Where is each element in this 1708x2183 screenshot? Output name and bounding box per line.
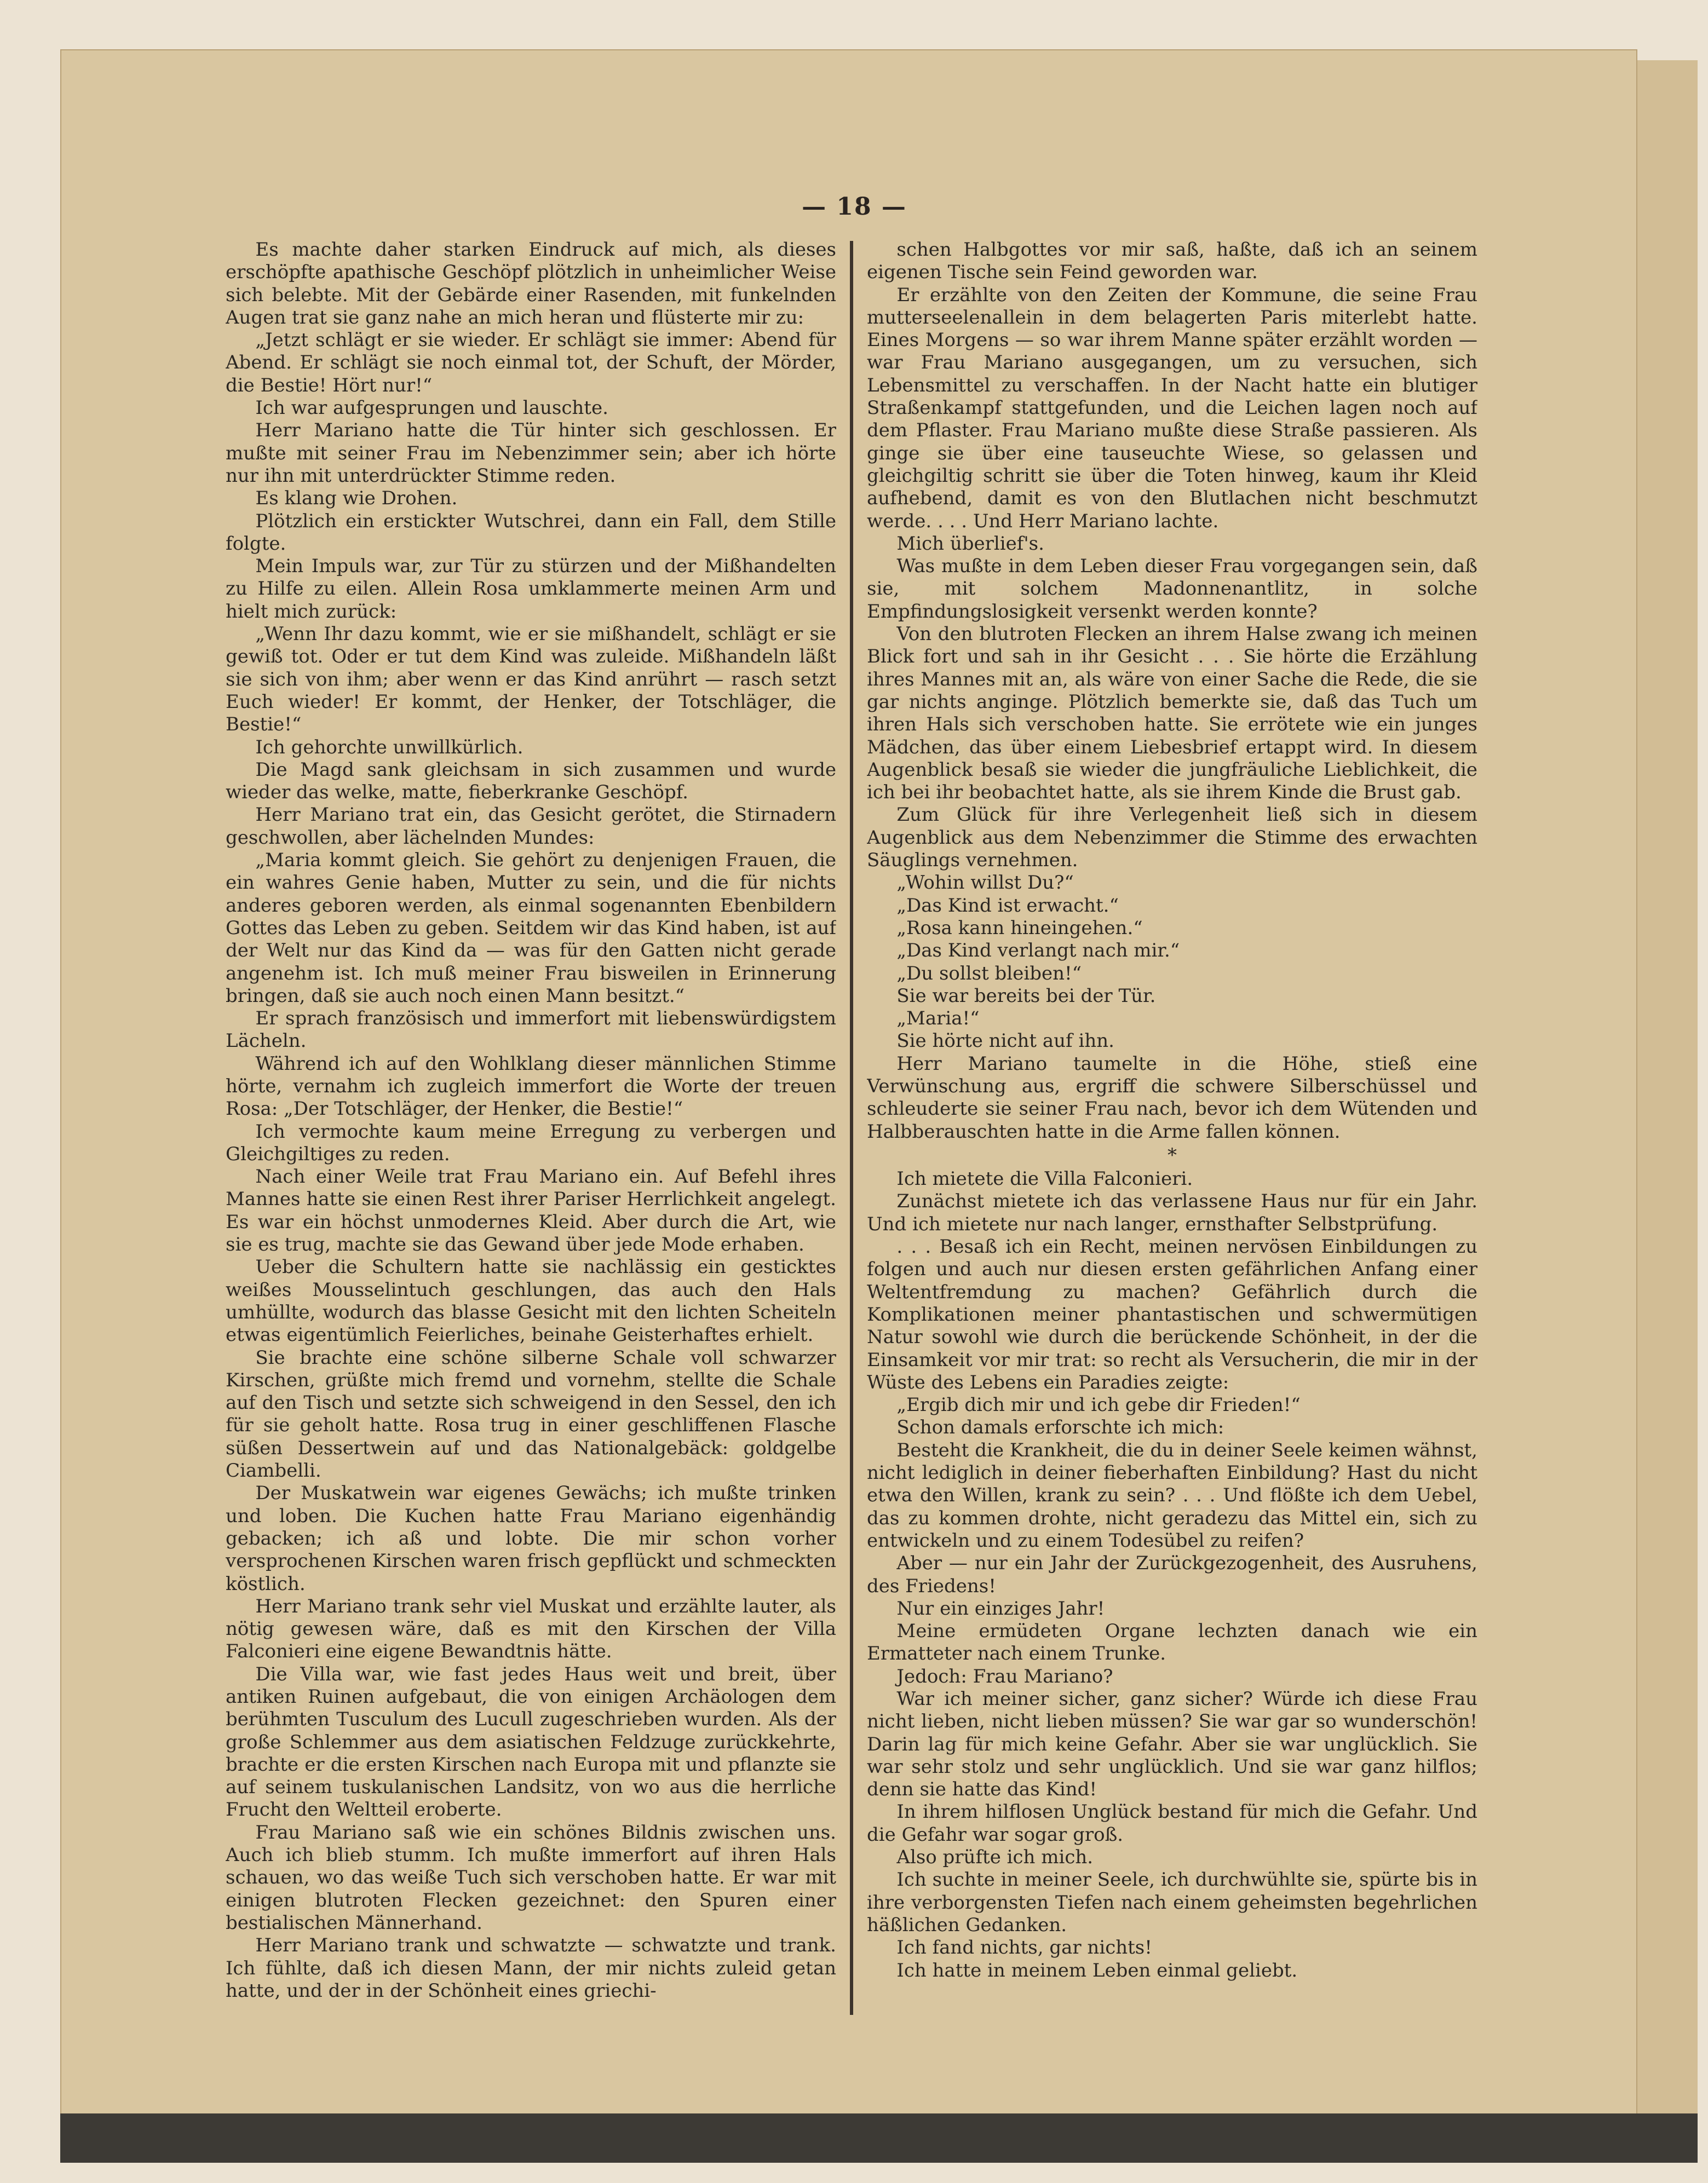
right-column-paragraph: Ich hatte in meinem Leben einmal geliebt. — [896, 1959, 1298, 1982]
left-column-paragraph: Herr Mariano trank sehr viel Muskat und erzählte lauter, als nötig gewesen wäre, daß es mit den Kirschen der Villa Falconieri eine eigene Bewandtnis hätte. — [226, 1595, 836, 1663]
right-column-paragraph: Zunächst mietete ich das verlassene Haus nur für ein Jahr. Und ich mietete nur nach langer, ernsthafter Selbstprüfung. — [867, 1190, 1477, 1235]
left-column-paragraph: Ich war aufgesprungen und lauschte. — [255, 397, 608, 419]
right-column-paragraph: Mich überlief's. — [896, 532, 1044, 555]
right-column-paragraph: „Wohin willst Du?“ — [896, 872, 1074, 894]
right-column-paragraph: Er erzählte von den Zeiten der Kommune, die seine Frau mutterseelenallein in dem belagerten Paris miterlebt hatte. Eines Morgens — so war ihrem Manne später erzählt worden — war Frau Mariano ausgegangen, um zu versuchen, sich Lebensmittel zu verschaffen. In der Nacht hatte ein blutiger Straßenkampf stattgefunden, und die Leichen lagen noch auf dem Pflaster. Frau Mariano mußte diese Straße passieren. Als ginge sie über eine tauseuchte Wiese, so gelassen und gleichgiltig schritt sie über die Toten hinweg, kaum ihr Kleid aufhebend, damit es von den Blutlachen nicht beschmutzt werde. . . . Und Herr Mariano lachte. — [867, 284, 1477, 532]
right-column-paragraph: Ich mietete die Villa Falconieri. — [896, 1168, 1193, 1190]
left-column-paragraph: Es machte daher starken Eindruck auf mich, als dieses erschöpfte apathische Geschöpf plötzlich in unheimlicher Weise sich belebte. Mit der Gebärde einer Rasenden, mit funkelnden Augen trat sie ganz nahe an mich heran und flüsterte mir zu: — [226, 239, 836, 329]
left-column-paragraph: „Wenn Ihr dazu kommt, wie er sie mißhandelt, schlägt er sie gewiß tot. Oder er tut dem Kind was zuleide. Mißhandeln läßt sie sich von ihm; aber wenn er das Kind anrührt — rasch setzt Euch wieder! Er kommt, der Henker, der Totschläger, die Bestie!“ — [226, 623, 836, 736]
left-column-paragraph: Ich gehorchte unwillkürlich. — [255, 736, 524, 758]
right-column-paragraph: Nur ein einziges Jahr! — [896, 1597, 1105, 1620]
right-column-paragraph: War ich meiner sicher, ganz sicher? Würde ich diese Frau nicht lieben, nicht lieben müssen? Sie war gar so wunderschön! Darin lag für mich keine Gefahr. Aber sie war unglücklich. Sie war sehr stolz und sehr unglücklich. Und sie war ganz hilflos; denn sie hatte das Kind! — [867, 1688, 1477, 1801]
right-column-paragraph: „Du sollst bleiben!“ — [896, 962, 1082, 984]
right-column-paragraph: Zum Glück für ihre Verlegenheit ließ sich in diesem Augenblick aus dem Nebenzimmer die Stimme des erwachten Säuglings vernehmen. — [867, 804, 1477, 872]
right-column-paragraph: Meine ermüdeten Organe lechzten danach wie ein Ermatteter nach einem Trunke. — [867, 1620, 1477, 1665]
right-column-paragraph: Aber — nur ein Jahr der Zurückgezogenheit, des Ausruhens, des Friedens! — [867, 1552, 1477, 1597]
left-column-paragraph: Herr Mariano trank und schwatzte — schwatzte und trank. Ich fühlte, daß ich diesen Mann, der mir nichts zuleid getan hatte, und der in der Schönheit eines griechi- — [226, 1934, 836, 2002]
right-text-column — [867, 239, 1477, 2018]
right-column-paragraph: „Ergib dich mir und ich gebe dir Frieden!“ — [896, 1394, 1301, 1416]
right-column-paragraph: „Das Kind ist erwacht.“ — [896, 894, 1119, 917]
left-column-paragraph: Frau Mariano saß wie ein schönes Bildnis zwischen uns. Auch ich blieb stumm. Ich mußte immerfort auf ihren Hals schauen, wo das weiße Tuch sich verschoben hatte. Er war mit einigen blutroten Flecken gezeichnet: den Spuren einer bestialischen Männerhand. — [226, 1821, 836, 1934]
left-column-paragraph: „Maria kommt gleich. Sie gehört zu denjenigen Frauen, die ein wahres Genie haben, Mutter zu sein, und die für nichts anderes geboren werden, als einmal sogenannten Ebenbildern Gottes das Leben zu geben. Seitdem wir das Kind haben, ist auf der Welt nur das Kind da — was für den Gatten nicht gerade angenehm ist. Ich muß meiner Frau bisweilen in Erinnerung bringen, daß sie auch noch einen Mann besitzt.“ — [226, 849, 836, 1007]
left-column-paragraph: Er sprach französisch und immerfort mit liebenswürdigstem Lächeln. — [226, 1007, 836, 1052]
left-text-column — [226, 239, 836, 2018]
right-column-paragraph: Sie hörte nicht auf ihn. — [896, 1030, 1114, 1052]
left-column-paragraph: Nach einer Weile trat Frau Mariano ein. Auf Befehl ihres Mannes hatte sie einen Rest ihrer Pariser Herrlichkeit angelegt. Es war ein höchst unmodernes Kleid. Aber durch die Art, wie sie es trug, machte sie das Gewand über jede Mode erhaben. — [226, 1166, 836, 1256]
right-column-paragraph: schen Halbgottes vor mir saß, haßte, daß ich an seinem eigenen Tische sein Feind geworden war. — [867, 239, 1477, 284]
right-column-paragraph: Was mußte in dem Leben dieser Frau vorgegangen sein, daß sie, mit solchem Madonnenantlitz, in solche Empfindungslosigkeit versenkt werden konnte? — [867, 555, 1477, 623]
right-column-part-one — [867, 239, 1477, 1143]
right-column-paragraph: Ich fand nichts, gar nichts! — [896, 1937, 1152, 1959]
left-column-paragraph: Die Magd sank gleichsam in sich zusammen und wurde wieder das welke, matte, fieberkranke Geschöpf. — [226, 758, 836, 804]
left-column-paragraph: Herr Mariano trat ein, das Gesicht gerötet, die Stirnadern geschwollen, aber lächelnden Mundes: — [226, 804, 836, 849]
next-page-edge — [1637, 60, 1698, 2157]
section-separator: * — [1168, 1144, 1177, 1166]
right-column-paragraph: Herr Mariano taumelte in die Höhe, stieß eine Verwünschung aus, ergriff die schwere Silberschüssel und schleuderte sie seiner Frau nach, bevor ich dem Wütenden und Halbberauschten hatte in die Arme fallen können. — [867, 1052, 1477, 1143]
left-column-paragraph: Der Muskatwein war eigenes Gewächs; ich mußte trinken und loben. Die Kuchen hatte Frau Mariano eigenhändig gebacken; ich aß und lobte. Die mir schon vorher versprochenen Kirschen waren frisch gepflückt und schmeckten köstlich. — [226, 1482, 836, 1595]
left-column-paragraph: Mein Impuls war, zur Tür zu stürzen und der Mißhandelten zu Hilfe zu eilen. Allein Rosa umklammerte meinen Arm und hielt mich zurück: — [226, 555, 836, 623]
left-column-paragraph: Während ich auf den Wohlklang dieser männlichen Stimme hörte, vernahm ich zugleich immerfort die Worte der treuen Rosa: „Der Totschläger, der Henker, die Bestie!“ — [226, 1052, 836, 1120]
left-column-paragraph: Ich vermochte kaum meine Erregung zu verbergen und Gleichgiltiges zu reden. — [226, 1120, 836, 1165]
right-column-paragraph: In ihrem hilflosen Unglück bestand für mich die Gefahr. Und die Gefahr war sogar groß. — [867, 1801, 1477, 1846]
right-column-paragraph: Schon damals erforschte ich mich: — [896, 1416, 1224, 1439]
right-column-paragraph: „Maria!“ — [896, 1007, 980, 1030]
left-column-paragraph: Plötzlich ein erstickter Wutschrei, dann ein Fall, dem Stille folgte. — [226, 510, 836, 555]
left-column-paragraph: Sie brachte eine schöne silberne Schale voll schwarzer Kirschen, grüßte mich fremd und vornehm, stellte die Schale auf den Tisch und setzte sich schweigend in den Sessel, den ich für sie geholt hatte. Rosa trug in einer geschliffenen Flasche süßen Dessertwein auf und das Nationalgebäck: goldgelbe Ciambelli. — [226, 1346, 836, 1482]
left-column-paragraph: Die Villa war, wie fast jedes Haus weit und breit, über antiken Ruinen aufgebaut, die von einigen Archäologen dem berühmten Tusculum des Lucull zugeschrieben wurden. Als der große Schlemmer aus dem asiatischen Feldzuge zurückkehrte, brachte er die ersten Kirschen nach Europa mit und pflanzte sie auf seinem tuskulanischen Landsitz, von wo aus die herrliche Frucht den Weltteil eroberte. — [226, 1663, 836, 1821]
right-column-part-two — [867, 1168, 1477, 1982]
right-column-paragraph: Also prüfte ich mich. — [896, 1846, 1094, 1869]
right-column-paragraph: „Das Kind verlangt nach mir.“ — [896, 940, 1180, 962]
scanner-bed-strip — [60, 2113, 1698, 2163]
right-column-paragraph: Von den blutroten Flecken an ihrem Halse zwang ich meinen Blick fort und sah in ihr Gesicht . . . Sie hörte die Erzählung ihres Mannes mit an, als wäre von einer Sache die Rede, die sie gar nichts anginge. Plötzlich bemerkte sie, daß das Tuch um ihren Hals sich verschoben hatte. Sie errötete wie ein junges Mädchen, das über einem Liebesbrief ertappt wird. In diesem Augenblick besaß sie wieder die jungfräuliche Lieblichkeit, die ich bei ihr beobachtet hatte, als sie ihrem Kinde die Brust gab. — [867, 623, 1477, 804]
left-column-paragraph: Es klang wie Drohen. — [255, 487, 458, 510]
right-column-paragraph: „Rosa kann hineingehen.“ — [896, 917, 1143, 939]
left-column-paragraph: „Jetzt schlägt er sie wieder. Er schlägt sie immer: Abend für Abend. Er schlägt sie noch einmal tot, der Schuft, der Mörder, die Bestie! Hört nur!“ — [226, 329, 836, 396]
column-rule — [850, 241, 853, 2015]
left-column-paragraph: Herr Mariano hatte die Tür hinter sich geschlossen. Er mußte mit seiner Frau im Nebenzimmer sein; aber ich hörte nur ihn mit unterdrückter Stimme reden. — [226, 419, 836, 487]
page-number: — 18 — — [802, 193, 907, 221]
right-column-paragraph: Ich suchte in meiner Seele, ich durchwühlte sie, spürte bis in ihre verborgensten Tiefen nach einem geheimsten begehrlichen häßlichen Gedanken. — [867, 1869, 1477, 1936]
left-column-paragraph: Ueber die Schultern hatte sie nachlässig ein gesticktes weißes Mousselintuch geschlungen, das auch den Hals umhüllte, wodurch das blasse Gesicht mit den lichten Scheiteln etwas eigentümlich Feierliches, beinahe Geisterhaftes erhielt. — [226, 1256, 836, 1346]
right-column-paragraph: Jedoch: Frau Mariano? — [896, 1665, 1113, 1687]
right-column-paragraph: . . . Besaß ich ein Recht, meinen nervösen Einbildungen zu folgen und auch nur diesen ersten gefährlichen Anfang einer Weltentfremdung zu machen? Gefährlich durch die Komplikationen meiner phantastischen und schwermütigen Natur sowohl wie durch die berückende Schönheit, in der die Einsamkeit vor mir trat: so recht als Versucherin, die mir in der Wüste des Lebens ein Paradies zeigte: — [867, 1236, 1477, 1393]
right-column-paragraph: Sie war bereits bei der Tür. — [896, 984, 1156, 1007]
right-column-paragraph: Besteht die Krankheit, die du in deiner Seele keimen wähnst, nicht lediglich in deiner fieberhaften Einbildung? Hast du nicht etwa den Willen, krank zu sein? . . . Und flößte ich dem Uebel, das zu kommen drohte, nicht geradezu das Mittel ein, sich zu entwickeln und zu einem Todesübel zu reifen? — [867, 1439, 1477, 1552]
